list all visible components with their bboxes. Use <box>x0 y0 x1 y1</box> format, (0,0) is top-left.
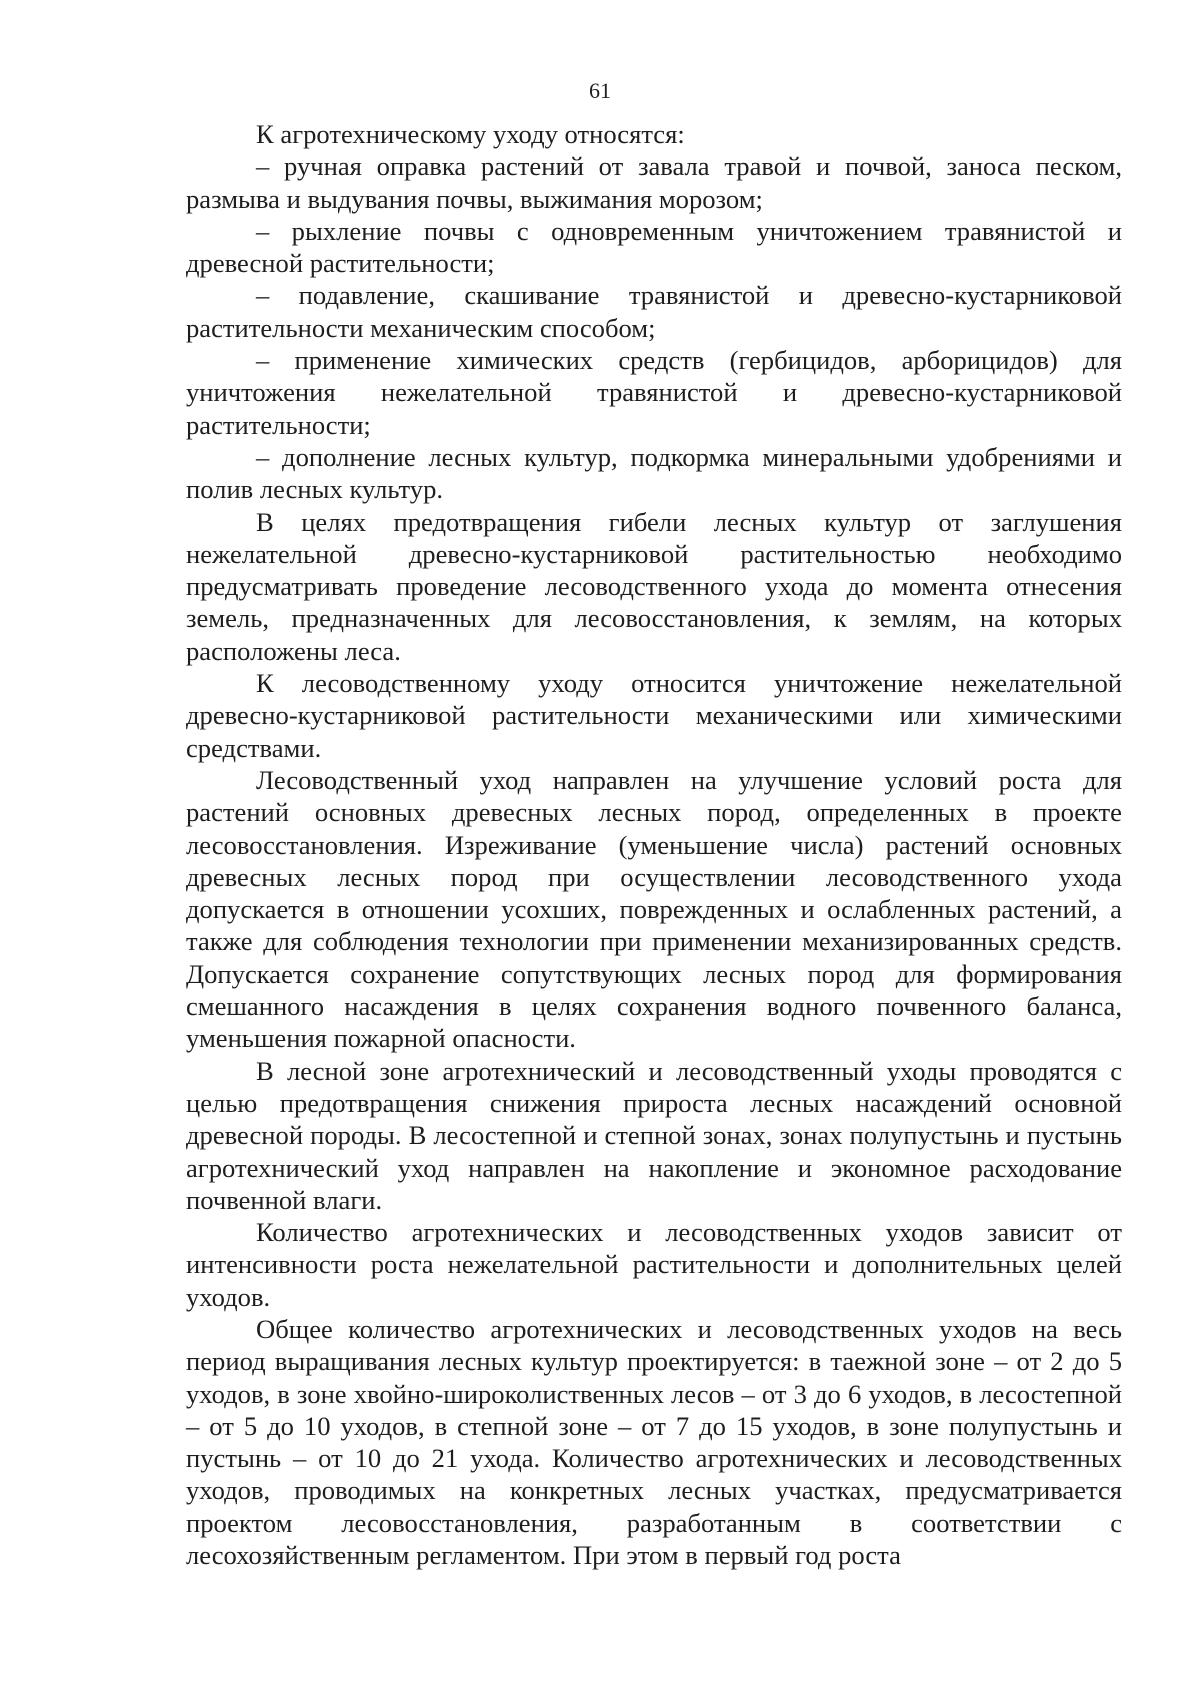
paragraph: Общее количество агротехнических и лесоводственных уходов на весь период выращивания лесных культур проектируется: в таежной зоне – от 2 до 5 уходов, в зоне хвойно-широколиственных лесов – от 3 до 6 уходов, в лесостепной – от 5 до 10 уходов, в степной зоне – от 7 до 15 уходов, в зоне полупустынь и пустынь – от 10 до 21 ухода. Количество агротехнических и лесоводственных уходов, проводимых на конкретных лесных участках, предусматривается проектом лесовосстановления, разработанным в соответствии с лесохозяйственным регламентом. При этом в первый год роста <box>186 1313 1122 1571</box>
paragraph: В целях предотвращения гибели лесных культур от заглушения нежелательной древесно-кустарниковой растительностью необходимо предусматривать проведение лесоводственного ухода до момента отнесения земель, предназначенных для лесовосстановления, к землям, на которых расположены леса. <box>186 506 1122 666</box>
paragraph: Количество агротехнических и лесоводственных уходов зависит от интенсивности роста нежелательной растительности и дополнительных целей уходов. <box>186 1217 1122 1312</box>
list-item: – рыхление почвы с одновременным уничтожением травянистой и древесной растительности; <box>186 215 1122 279</box>
list-item: – применение химических средств (гербицидов, арборицидов) для уничтожения нежелательной травянистой и древесно-кустарниковой растительности; <box>186 345 1122 440</box>
page-number: 61 <box>589 78 611 103</box>
list-item: – ручная оправка растений от завала травой и почвой, заноса песком, размыва и выдувания почвы, выжимания морозом; <box>186 151 1122 214</box>
paragraph: Лесоводственный уход направлен на улучшение условий роста для растений основных древесных лесных пород, определенных в проекте лесовосстановления. Изреживание (уменьшение числа) растений основных древесных лесных пород при осуществлении лесоводственного ухода допускается в отношении усохших, поврежденных и ослабленных растений, а также для соблюдения технологии при применении механизированных средств. Допускается сохранение сопутствующих лесных пород для формирования смешанного насаждения в целях сохранения водного почвенного баланса, уменьшения пожарной опасности. <box>186 764 1122 1054</box>
document-body <box>186 118 1122 1571</box>
paragraph: В лесной зоне агротехнический и лесоводственный уходы проводятся с целью предотвращения снижения прироста лесных насаждений основной древесной породы. В лесостепной и степной зонах, зонах полупустынь и пустынь агротехнический уход направлен на накопление и экономное расходование почвенной влаги. <box>186 1055 1122 1215</box>
intro-paragraph: К агротехническому уходу относятся: <box>256 119 685 149</box>
list-item: – подавление, скашивание травянистой и древесно-кустарниковой растительности механическим способом; <box>186 280 1122 343</box>
paragraph: К лесоводственному уходу относится уничтожение нежелательной древесно-кустарниковой растительности механическими или химическими средствами. <box>186 668 1122 763</box>
list-item: – дополнение лесных культур, подкормка минеральными удобрениями и полив лесных культур. <box>186 441 1122 505</box>
